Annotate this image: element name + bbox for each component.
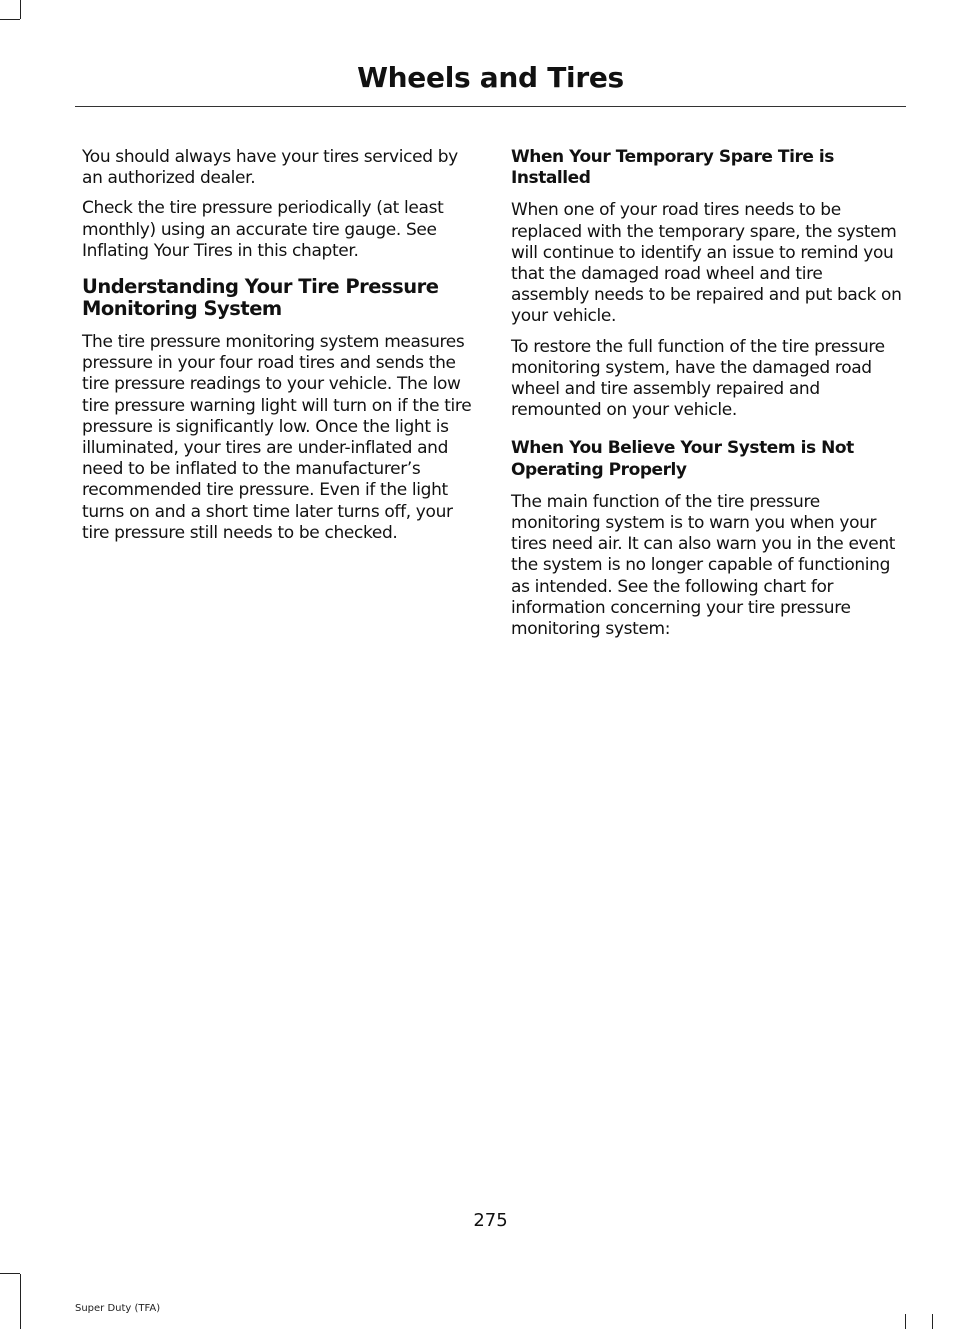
paragraph-tpms-description: The tire pressure monitoring system measures pressure in your four road tires and sends the tire pressure readings to your vehicle. The low tire pressure warning light will turn on if the tire pressure is significantly low. Once the light is illuminated, your tires are under-inflated and need to be inflated to the manufacturer’s recommended tire pressure. Even if the light turns on and a short time later turns off, your tire pressure still needs to be checked.: [82, 332, 472, 543]
crop-mark-bottom-center-tick: [20, 1314, 21, 1329]
crop-mark-bottom-right-tick-2: [932, 1314, 933, 1329]
paragraph-dealer-service: You should always have your tires serviced by an authorized dealer.: [82, 147, 458, 189]
crop-mark-bottom-right-tick-1: [905, 1314, 906, 1329]
title-divider: [75, 106, 906, 107]
page-title: Wheels and Tires: [357, 61, 624, 94]
subheading-not-operating: When You Believe Your System is Not Operating Properly: [511, 438, 854, 480]
paragraph-main-function: The main function of the tire pressure monitoring system is to warn you when your tires need air. It can also warn you in the event the system is no longer capable of functioning as intended. See the following chart for information concerning your tire pressure monitoring system:: [511, 491, 896, 640]
crop-mark-top-left-horizontal: [0, 19, 20, 20]
paragraph-temporary-spare: When one of your road tires needs to be replaced with the temporary spare, the system will continue to identify an issue to remind you that the damaged road wheel and tire assembly needs to be repaired and put back on your vehicle.: [511, 200, 902, 327]
right-column: [511, 147, 903, 649]
paragraph-check-pressure: Check the tire pressure periodically (at least monthly) using an accurate tire gauge. See Inflating Your Tires in this chapter.: [82, 198, 444, 261]
crop-mark-bottom-left-horizontal: [0, 1273, 20, 1274]
paragraph-restore-function: To restore the full function of the tire pressure monitoring system, have the damaged road wheel and tire assembly repaired and remounted on your vehicle.: [511, 336, 885, 421]
left-column: [82, 147, 474, 553]
page-number: 275: [473, 1210, 508, 1231]
section-heading-tpms: Understanding Your Tire Pressure Monitoring System: [82, 275, 439, 321]
subheading-temporary-spare: When Your Temporary Spare Tire is Installed: [511, 147, 834, 189]
crop-mark-top-left-vertical: [20, 0, 21, 19]
footer-edition: Super Duty (TFA): [75, 1303, 161, 1314]
